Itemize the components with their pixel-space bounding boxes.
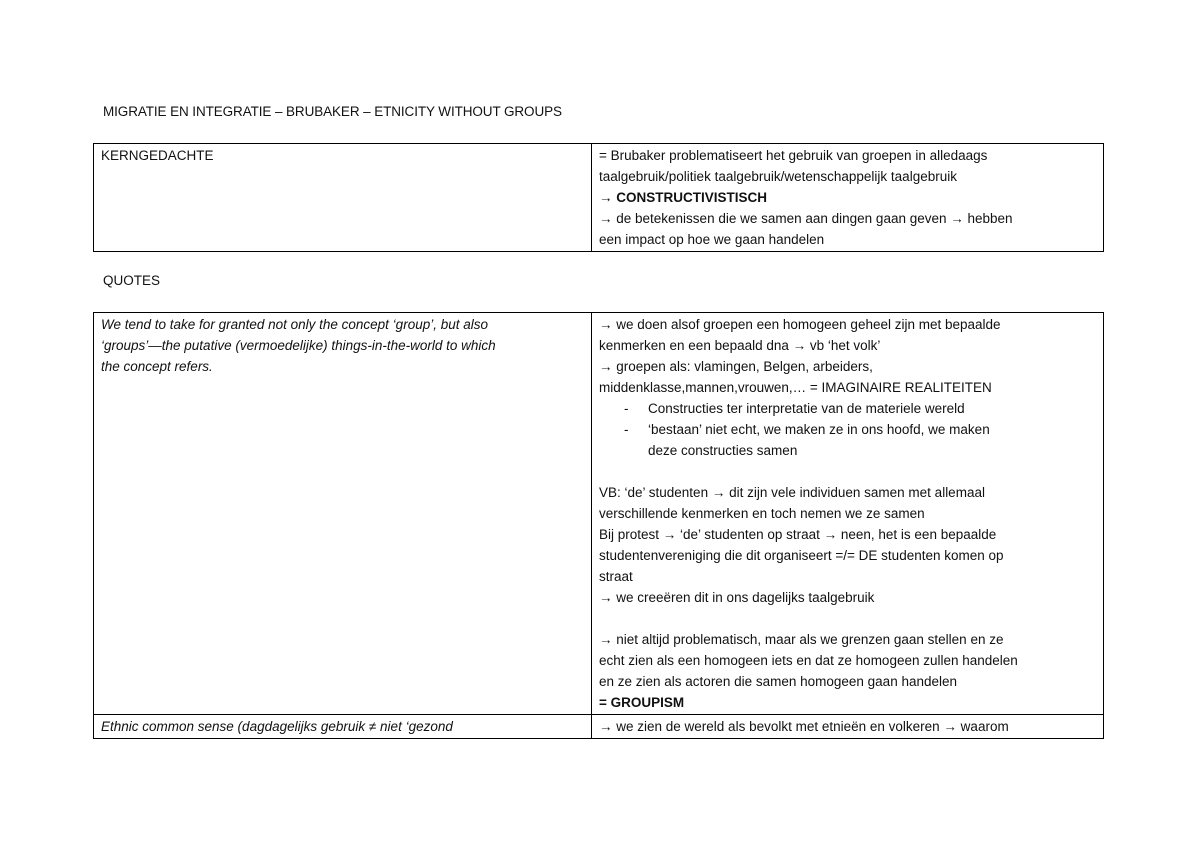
quote-cell (94, 715, 592, 739)
quote-line: Ethnic common sense (dagdagelijks gebruik ≠ niet ‘gezond (101, 719, 453, 734)
text-line: verschillende kenmerken en toch nemen we ze samen (599, 506, 925, 521)
table-row (94, 313, 1104, 715)
text-line: = Brubaker problematiseert het gebruik van groepen in alledaags (599, 148, 988, 163)
text-line: Bij protest → ‘de’ studenten op straat → neen, het is een bepaalde (599, 527, 997, 542)
bullet-dash: - (624, 401, 629, 416)
text-line: Constructies ter interpretatie van de materiele wereld (648, 401, 965, 416)
bullet-text (648, 419, 990, 461)
text-line: → we zien de wereld als bevolkt met etnieën en volkeren → waarom (599, 719, 1009, 734)
comment-cell (592, 715, 1104, 739)
quote-line: We tend to take for granted not only the concept ‘group’, but also (101, 317, 488, 332)
table-row (94, 715, 1104, 739)
text-line: → de betekenissen die we samen aan dingen gaan geven → hebben (599, 211, 1013, 226)
spacer (599, 461, 1098, 482)
table-row (94, 144, 1104, 252)
text-line: → CONSTRUCTIVISTISCH (599, 190, 768, 205)
text-line: → we creeëren dit in ons dagelijks taalgebruik (599, 590, 875, 605)
kerngedachte-table (93, 143, 1104, 252)
text-line: → groepen als: vlamingen, Belgen, arbeiders, (599, 359, 873, 374)
text-line: straat (599, 569, 633, 584)
quote-cell (94, 313, 592, 715)
spacer (599, 608, 1098, 629)
text-line: deze constructies samen (648, 443, 798, 458)
kerngedachte-label: KERNGEDACHTE (94, 144, 592, 252)
quotes-table (93, 312, 1104, 739)
text-line: studentenvereniging die dit organiseert =/= DE studenten komen op (599, 548, 1004, 563)
comment-cell (592, 313, 1104, 715)
quotes-heading: QUOTES (103, 273, 161, 288)
text-line: VB: ‘de’ studenten → dit zijn vele individuen samen met allemaal (599, 485, 985, 500)
text-line: en ze zien als actoren die samen homogeen gaan handelen (599, 674, 958, 689)
text-line: echt zien als een homogeen iets en dat ze homogeen zullen handelen (599, 653, 1018, 668)
quote-line: the concept refers. (101, 359, 213, 374)
document-title: MIGRATIE EN INTEGRATIE – BRUBAKER – ETNICITY WITHOUT GROUPS (103, 104, 562, 119)
list-item (599, 419, 1098, 461)
bullet-dash: - (624, 422, 629, 437)
text-line: → we doen alsof groepen een homogeen geheel zijn met bepaalde (599, 317, 1001, 332)
text-line: → niet altijd problematisch, maar als we grenzen gaan stellen en ze (599, 632, 1004, 647)
text-line: ‘bestaan’ niet echt, we maken ze in ons hoofd, we maken (648, 422, 990, 437)
list-item (599, 398, 1098, 419)
quote-line: ‘groups’—the putative (vermoedelijke) things-in-the-world to which (101, 338, 496, 353)
text-line: taalgebruik/politiek taalgebruik/wetenschappelijk taalgebruik (599, 169, 957, 184)
text-line: middenklasse,mannen,vrouwen,… = IMAGINAIRE REALITEITEN (599, 380, 992, 395)
text-line: een impact op hoe we gaan handelen (599, 232, 825, 247)
bullet-text (648, 398, 965, 419)
text-line: kenmerken en een bepaald dna → vb ‘het volk’ (599, 338, 881, 353)
kerngedachte-content (592, 144, 1104, 252)
groupism-line: = GROUPISM (599, 695, 685, 710)
